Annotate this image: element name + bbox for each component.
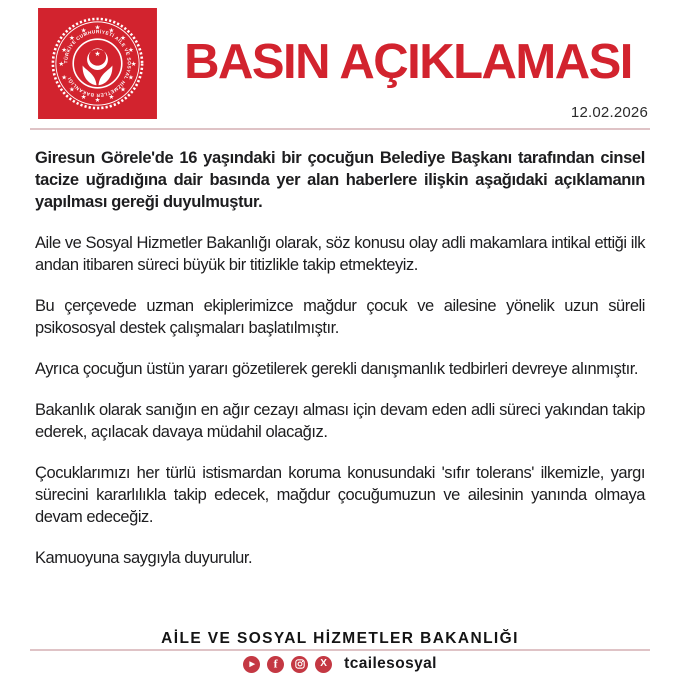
youtube-icon[interactable] [243,656,260,673]
x-glyph: X [320,658,327,669]
social-handle[interactable]: tcailesosyal [344,655,437,672]
svg-text:★: ★ [108,26,115,35]
svg-text:★: ★ [80,93,87,102]
svg-text:★: ★ [94,23,101,32]
statement-paragraph: Aile ve Sosyal Hizmetler Bakanlığı olarak, söz konusu olay adli makamlara intikal ettiği ilk andan itibaren süreci büyük bir titizlikle takip etmekteyiz. [35,234,645,274]
statement-paragraph: Çocuklarımızı her türlü istismardan koruma konusundaki 'sıfır tolerans' ilkemizle, yargı sürecini kararlılıkla takip edecek, mağdur çocuğumuzun ve ailesinin yanında olmaya devam edeceğiz. [35,464,645,526]
svg-text:★: ★ [69,85,75,94]
ministry-logo [38,8,157,119]
statement-paragraph: Ayrıca çocuğun üstün yararı gözetilerek gerekli danışmanlık tedbirleri devreye alınmıştır. [35,360,639,378]
statement-paragraph: Bakanlık olarak sanığın en ağır cezayı alması için devam eden adli süreci yakından takip ederek, açılacak davaya müdahil olacağız. [35,401,645,441]
ministry-name: AİLE VE SOSYAL HİZMETLER BAKANLIĞI [161,630,519,647]
social-row [0,654,680,674]
logo-ring-text: TÜRKİYE CUMHURİYETİ AİLE VE SOSYAL HİZMETLER BAKANLIĞI [64,30,131,97]
svg-text:★: ★ [61,73,67,82]
statement-paragraph-closing: Kamuoyuna saygıyla duyurulur. [35,549,253,567]
date: 12.02.2026 [570,104,648,121]
svg-text:★: ★ [108,93,115,102]
svg-text:★: ★ [120,34,126,43]
youtube-glyph: ▶ [249,660,255,668]
ministry-emblem [38,8,157,119]
svg-text:★: ★ [130,59,137,68]
statement-body [35,147,645,588]
facebook-icon[interactable] [267,656,284,673]
svg-text:★: ★ [120,85,126,94]
svg-text:★: ★ [69,34,75,43]
svg-text:★: ★ [61,45,67,54]
statement-paragraph-lead: Giresun Görele'de 16 yaşındaki bir çocuğun Belediye Başkanı tarafından cinsel tacize uğradığına dair basında yer alan haberlere ilişkin aşağıdaki açıklamanın yapılması gereği duyulmuştur. [35,149,645,211]
footer-divider [30,649,650,651]
star-icon: ★ [94,50,101,59]
facebook-glyph: f [273,656,278,671]
svg-text:★: ★ [128,45,134,54]
statement-paragraph: Bu çerçevede uzman ekiplerimizce mağdur çocuk ve ailesine yönelik uzun süreli psikososyal destek çalışmaları başlatılmıştır. [35,297,645,337]
page-title: BASIN AÇIKLAMASI [184,35,632,89]
instagram-icon[interactable] [291,656,308,673]
svg-text:★: ★ [80,26,87,35]
svg-text:★: ★ [128,73,134,82]
header-divider [30,128,650,130]
instagram-glyph [295,659,305,669]
x-icon[interactable] [315,656,332,673]
svg-text:★: ★ [94,95,101,104]
header [38,8,648,128]
svg-text:★: ★ [58,59,65,68]
